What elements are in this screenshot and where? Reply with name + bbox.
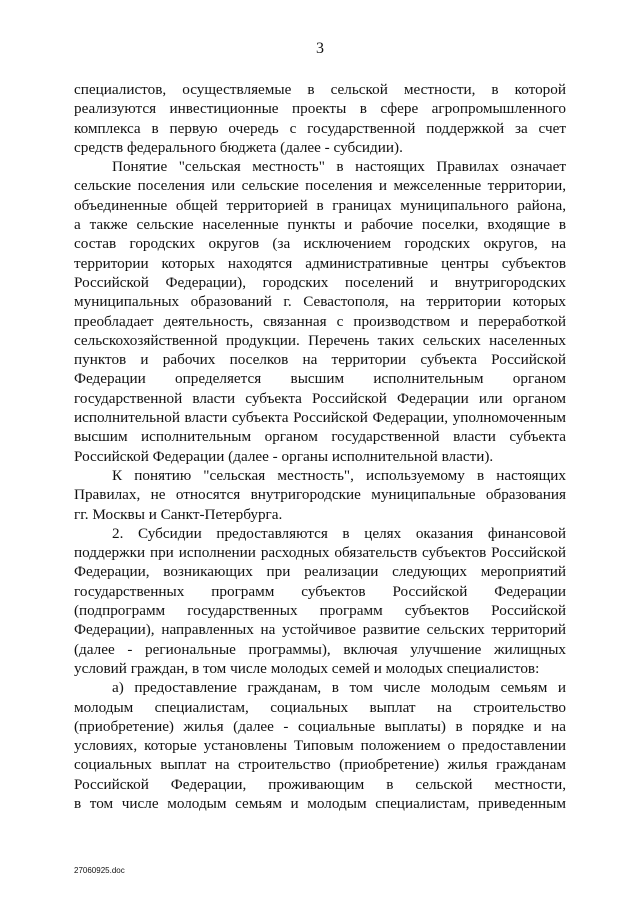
file-name-footer: 27060925.doc <box>74 866 125 875</box>
line-text: Российской Федерации), городских поселений и внутригородских <box>74 273 566 291</box>
text-line <box>74 119 566 138</box>
text-line <box>74 350 566 369</box>
text-line <box>74 659 566 678</box>
line-text: Федерации), направленных на устойчивое развитие сельских территорий <box>74 621 566 639</box>
text-line <box>74 99 566 118</box>
line-text: исполнительной власти субъекта Российской Федерации, уполномоченным <box>74 409 566 427</box>
text-line <box>74 601 566 620</box>
text-line <box>74 176 566 195</box>
text-line <box>74 524 566 543</box>
text-line <box>74 427 566 446</box>
line-text: пунктов и рабочих поселков на территории субъекта Российской <box>74 351 566 369</box>
line-text: реализуются инвестиционные проекты в сфере агропромышленного <box>74 100 566 118</box>
line-text: молодым специалистам, социальных выплат на строительство <box>74 698 566 716</box>
line-text: гг. Москвы и Санкт-Петербурга. <box>74 505 283 523</box>
line-text: Понятие "сельская местность" в настоящих Правилах означает <box>112 158 566 176</box>
text-line <box>74 794 566 813</box>
line-text: специалистов, осуществляемые в сельской местности, в которой <box>74 81 566 98</box>
line-text: (подпрограмм государственных программ субъектов Российской <box>74 602 566 620</box>
document-body <box>74 80 566 813</box>
line-text: сельские поселения или сельские поселения и межселенные территории, <box>74 177 566 195</box>
line-text: Правилах, не относятся внутригородские муниципальные образования <box>74 486 566 504</box>
line-text: состав городских округов (за исключением городских округов, на <box>74 235 566 253</box>
line-text: (приобретение) жилья (далее - социальные выплаты) в порядке и на <box>74 717 566 735</box>
line-text: территории которых находятся административные центры субъектов <box>74 254 566 272</box>
text-line <box>74 582 566 601</box>
text-line <box>74 505 566 524</box>
line-text: муниципальных образований г. Севастополя, на территории которых <box>74 293 566 311</box>
text-line <box>74 369 566 388</box>
text-line <box>74 736 566 755</box>
text-line <box>74 466 566 485</box>
text-line <box>74 678 566 697</box>
line-text: объединенные общей территорией в границах муниципального района, <box>74 196 566 214</box>
text-line <box>74 447 566 466</box>
text-line <box>74 543 566 562</box>
text-line <box>74 755 566 774</box>
line-text: 2. Субсидии предоставляются в целях оказания финансовой <box>112 524 566 542</box>
line-text: преобладает деятельность, связанная с производством и переработкой <box>74 312 566 330</box>
line-text: Федерации определяется высшим исполнительным органом <box>74 370 566 388</box>
line-text: государственной власти субъекта Российской Федерации или органом <box>74 389 566 407</box>
page-number: 3 <box>316 40 324 57</box>
text-line <box>74 717 566 736</box>
text-line <box>74 292 566 311</box>
text-line <box>74 485 566 504</box>
text-line <box>74 254 566 273</box>
line-text: высшим исполнительным органом государственной власти субъекта <box>74 428 566 446</box>
text-line <box>74 562 566 581</box>
line-text: сельскохозяйственной продукции. Перечень таких сельских населенных <box>74 331 566 349</box>
text-line <box>74 138 566 157</box>
text-line <box>74 698 566 717</box>
line-text: комплекса в первую очередь с государственной поддержкой за счет <box>74 119 566 137</box>
text-line <box>74 157 566 176</box>
line-text: средств федерального бюджета (далее - субсидии). <box>74 138 403 156</box>
line-text: социальных выплат на строительство (приобретение) жилья гражданам <box>74 756 566 774</box>
text-line <box>74 234 566 253</box>
line-text: государственных программ субъектов Российской Федерации <box>74 582 566 600</box>
text-line <box>74 775 566 794</box>
line-text: (далее - региональные программы), включая улучшение жилищных <box>74 640 566 658</box>
line-text: а) предоставление гражданам, в том числе молодым семьям и <box>112 679 566 697</box>
line-text: условиях, которые установлены Типовым положением о предоставлении <box>74 737 566 755</box>
text-line <box>74 331 566 350</box>
text-line <box>74 389 566 408</box>
line-text: а также сельские населенные пункты и рабочие поселки, входящие в <box>74 216 566 234</box>
line-text: Российской Федерации, проживающим в сельской местности, <box>74 775 566 793</box>
line-text: К понятию "сельская местность", используемому в настоящих <box>112 466 566 484</box>
text-line <box>74 80 566 99</box>
text-line <box>74 273 566 292</box>
line-text: условий граждан, в том числе молодых семей и молодых специалистов: <box>74 659 540 677</box>
text-line <box>74 312 566 331</box>
text-line <box>74 620 566 639</box>
line-text: в том числе молодым семьям и молодым специалистам, приведенным <box>74 794 566 812</box>
text-line <box>74 408 566 427</box>
text-line <box>74 196 566 215</box>
text-line <box>74 640 566 659</box>
line-text: поддержки при исполнении расходных обязательств субъектов Российской <box>74 544 566 562</box>
line-text: Федерации, возникающих при реализации следующих мероприятий <box>74 563 566 581</box>
line-text: Российской Федерации (далее - органы исполнительной власти). <box>74 447 494 465</box>
text-line <box>74 215 566 234</box>
